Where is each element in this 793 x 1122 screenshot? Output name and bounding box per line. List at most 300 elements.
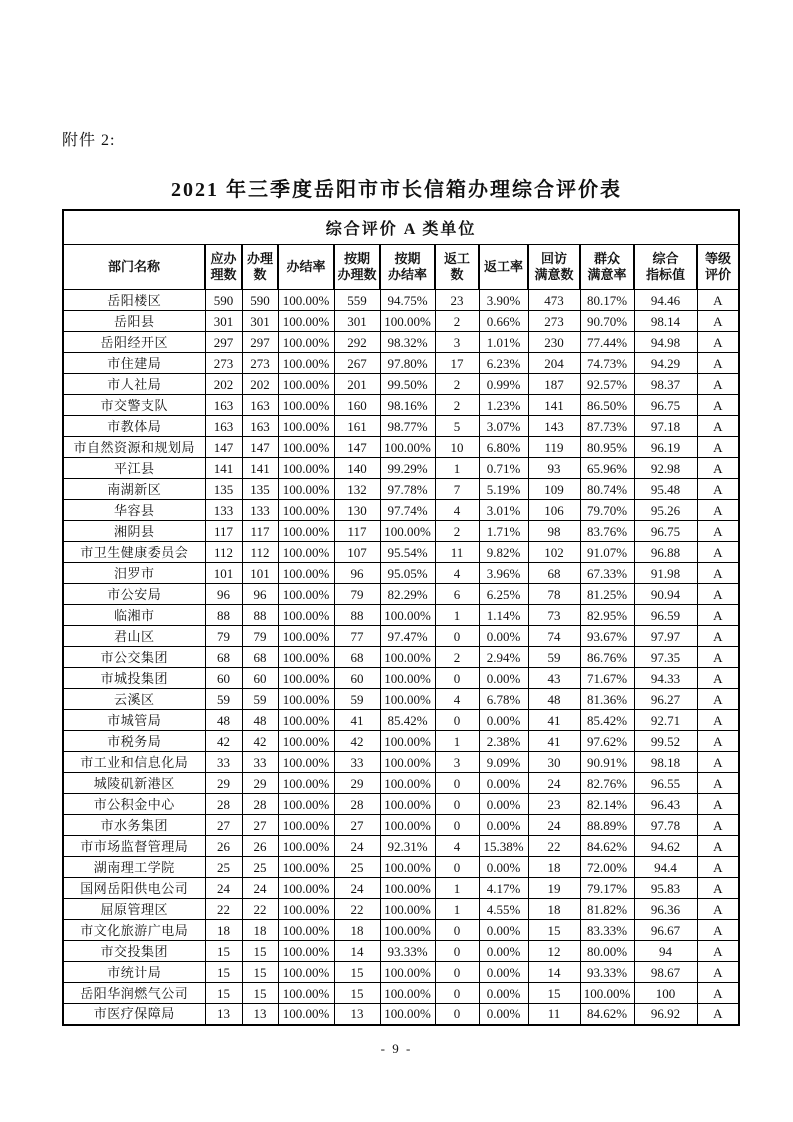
value-cell: 100.00% xyxy=(278,500,334,521)
value-cell: 15 xyxy=(205,962,242,983)
department-name-cell: 临湘市 xyxy=(63,605,205,626)
value-cell: 24 xyxy=(205,878,242,899)
table-row xyxy=(63,458,739,479)
value-cell: A xyxy=(697,416,739,437)
value-cell: 3 xyxy=(435,332,479,353)
value-cell: 1.71% xyxy=(479,521,528,542)
value-cell: 90.91% xyxy=(580,752,634,773)
table-row xyxy=(63,332,739,353)
value-cell: 1.23% xyxy=(479,395,528,416)
value-cell: 1 xyxy=(435,731,479,752)
value-cell: 6.78% xyxy=(479,689,528,710)
value-cell: 273 xyxy=(242,353,278,374)
value-cell: 15 xyxy=(205,941,242,962)
value-cell: 273 xyxy=(528,311,580,332)
value-cell: 72.00% xyxy=(580,857,634,878)
value-cell: 0 xyxy=(435,668,479,689)
value-cell: 100.00% xyxy=(380,668,435,689)
value-cell: 79 xyxy=(242,626,278,647)
value-cell: 96.75 xyxy=(634,521,697,542)
value-cell: 100.00% xyxy=(380,647,435,668)
value-cell: 0.00% xyxy=(479,794,528,815)
value-cell: A xyxy=(697,542,739,563)
value-cell: 100.00% xyxy=(278,1004,334,1025)
value-cell: 95.83 xyxy=(634,878,697,899)
value-cell: 96.67 xyxy=(634,920,697,941)
value-cell: 71.67% xyxy=(580,668,634,689)
value-cell: 18 xyxy=(205,920,242,941)
value-cell: 100.00% xyxy=(380,1004,435,1025)
value-cell: 160 xyxy=(334,395,380,416)
value-cell: 100.00% xyxy=(278,878,334,899)
value-cell: 13 xyxy=(334,1004,380,1025)
value-cell: 100.00% xyxy=(278,542,334,563)
value-cell: 90.70% xyxy=(580,311,634,332)
value-cell: 30 xyxy=(528,752,580,773)
value-cell: 7 xyxy=(435,479,479,500)
value-cell: A xyxy=(697,437,739,458)
value-cell: 15.38% xyxy=(479,836,528,857)
value-cell: A xyxy=(697,647,739,668)
value-cell: 135 xyxy=(242,479,278,500)
department-name-cell: 城陵矶新港区 xyxy=(63,773,205,794)
value-cell: 42 xyxy=(242,731,278,752)
value-cell: 301 xyxy=(334,311,380,332)
value-cell: 48 xyxy=(205,710,242,731)
value-cell: 473 xyxy=(528,290,580,311)
value-cell: A xyxy=(697,941,739,962)
value-cell: 100.00% xyxy=(278,437,334,458)
table-row xyxy=(63,752,739,773)
value-cell: 2 xyxy=(435,395,479,416)
value-cell: 100 xyxy=(634,983,697,1004)
value-cell: 204 xyxy=(528,353,580,374)
value-cell: 100.00% xyxy=(278,332,334,353)
department-name-cell: 岳阳楼区 xyxy=(63,290,205,311)
value-cell: 6.25% xyxy=(479,584,528,605)
table-row xyxy=(63,605,739,626)
value-cell: 2 xyxy=(435,374,479,395)
value-cell: 93.67% xyxy=(580,626,634,647)
value-cell: 100.00% xyxy=(278,458,334,479)
value-cell: 202 xyxy=(205,374,242,395)
value-cell: 68 xyxy=(528,563,580,584)
value-cell: 29 xyxy=(334,773,380,794)
value-cell: 100.00% xyxy=(380,311,435,332)
value-cell: A xyxy=(697,395,739,416)
value-cell: 88.89% xyxy=(580,815,634,836)
value-cell: 97.62% xyxy=(580,731,634,752)
table-row xyxy=(63,395,739,416)
value-cell: 98.14 xyxy=(634,311,697,332)
value-cell: 132 xyxy=(334,479,380,500)
value-cell: 1 xyxy=(435,458,479,479)
value-cell: 100.00% xyxy=(278,941,334,962)
page-title: 2021 年三季度岳阳市市长信箱办理综合评价表 xyxy=(171,179,622,201)
column-header: 部门名称 xyxy=(63,245,205,290)
value-cell: 15 xyxy=(334,983,380,1004)
department-name-cell: 湖南理工学院 xyxy=(63,857,205,878)
value-cell: 100.00% xyxy=(380,773,435,794)
department-name-cell: 市工业和信息化局 xyxy=(63,752,205,773)
value-cell: A xyxy=(697,605,739,626)
value-cell: 273 xyxy=(205,353,242,374)
column-header: 应办 理数 xyxy=(205,245,242,290)
value-cell: 100.00% xyxy=(278,584,334,605)
value-cell: 94 xyxy=(634,941,697,962)
value-cell: 0 xyxy=(435,1004,479,1025)
table-header-row xyxy=(63,245,739,290)
value-cell: 230 xyxy=(528,332,580,353)
value-cell: 100.00% xyxy=(380,920,435,941)
table-row xyxy=(63,710,739,731)
value-cell: A xyxy=(697,458,739,479)
table-row xyxy=(63,773,739,794)
table-row xyxy=(63,962,739,983)
value-cell: 163 xyxy=(205,395,242,416)
department-name-cell: 市文化旅游广电局 xyxy=(63,920,205,941)
value-cell: 133 xyxy=(242,500,278,521)
value-cell: 22 xyxy=(528,836,580,857)
value-cell: 11 xyxy=(435,542,479,563)
value-cell: 84.62% xyxy=(580,836,634,857)
value-cell: 97.18 xyxy=(634,416,697,437)
value-cell: 65.96% xyxy=(580,458,634,479)
value-cell: 94.98 xyxy=(634,332,697,353)
value-cell: 96.75 xyxy=(634,395,697,416)
value-cell: 2 xyxy=(435,311,479,332)
value-cell: 0.00% xyxy=(479,773,528,794)
department-name-cell: 市医疗保障局 xyxy=(63,1004,205,1025)
value-cell: 95.54% xyxy=(380,542,435,563)
value-cell: 73 xyxy=(528,605,580,626)
value-cell: 0.00% xyxy=(479,710,528,731)
value-cell: 80.95% xyxy=(580,437,634,458)
value-cell: 0.00% xyxy=(479,941,528,962)
department-name-cell: 市卫生健康委员会 xyxy=(63,542,205,563)
value-cell: 0 xyxy=(435,710,479,731)
value-cell: 92.98 xyxy=(634,458,697,479)
value-cell: 97.35 xyxy=(634,647,697,668)
value-cell: 101 xyxy=(242,563,278,584)
value-cell: 292 xyxy=(334,332,380,353)
value-cell: 60 xyxy=(242,668,278,689)
value-cell: 0.00% xyxy=(479,668,528,689)
value-cell: 5 xyxy=(435,416,479,437)
department-name-cell: 岳阳县 xyxy=(63,311,205,332)
value-cell: 106 xyxy=(528,500,580,521)
value-cell: 79 xyxy=(205,626,242,647)
value-cell: 27 xyxy=(334,815,380,836)
column-header: 按期 办理数 xyxy=(334,245,380,290)
table-row xyxy=(63,689,739,710)
table-row xyxy=(63,668,739,689)
value-cell: 81.25% xyxy=(580,584,634,605)
value-cell: 100.00% xyxy=(278,962,334,983)
value-cell: 98.67 xyxy=(634,962,697,983)
value-cell: 96.36 xyxy=(634,899,697,920)
value-cell: 74 xyxy=(528,626,580,647)
value-cell: 100.00% xyxy=(278,710,334,731)
value-cell: 100.00% xyxy=(380,731,435,752)
value-cell: 559 xyxy=(334,290,380,311)
value-cell: 301 xyxy=(205,311,242,332)
value-cell: 24 xyxy=(334,878,380,899)
value-cell: 28 xyxy=(334,794,380,815)
table-row xyxy=(63,815,739,836)
value-cell: 100.00% xyxy=(380,815,435,836)
table-row xyxy=(63,794,739,815)
value-cell: 43 xyxy=(528,668,580,689)
value-cell: 3 xyxy=(435,752,479,773)
department-name-cell: 湘阴县 xyxy=(63,521,205,542)
value-cell: A xyxy=(697,626,739,647)
column-header: 综合 指标值 xyxy=(634,245,697,290)
table-row xyxy=(63,836,739,857)
value-cell: A xyxy=(697,374,739,395)
value-cell: 0.00% xyxy=(479,815,528,836)
value-cell: 100.00% xyxy=(380,437,435,458)
value-cell: 100.00% xyxy=(380,857,435,878)
department-name-cell: 岳阳经开区 xyxy=(63,332,205,353)
value-cell: 33 xyxy=(334,752,380,773)
department-name-cell: 市交警支队 xyxy=(63,395,205,416)
table-row xyxy=(63,731,739,752)
value-cell: 94.46 xyxy=(634,290,697,311)
value-cell: 202 xyxy=(242,374,278,395)
department-name-cell: 市税务局 xyxy=(63,731,205,752)
table-row xyxy=(63,899,739,920)
value-cell: 109 xyxy=(528,479,580,500)
value-cell: 80.00% xyxy=(580,941,634,962)
value-cell: 95.05% xyxy=(380,563,435,584)
value-cell: 100.00% xyxy=(380,689,435,710)
value-cell: 2.38% xyxy=(479,731,528,752)
department-name-cell: 市公交集团 xyxy=(63,647,205,668)
value-cell: A xyxy=(697,752,739,773)
value-cell: 100.00% xyxy=(278,626,334,647)
value-cell: 83.33% xyxy=(580,920,634,941)
table-row xyxy=(63,1004,739,1025)
value-cell: 6.80% xyxy=(479,437,528,458)
value-cell: A xyxy=(697,500,739,521)
value-cell: 100.00% xyxy=(278,857,334,878)
value-cell: 100.00% xyxy=(380,605,435,626)
value-cell: A xyxy=(697,857,739,878)
value-cell: A xyxy=(697,878,739,899)
value-cell: 77 xyxy=(334,626,380,647)
value-cell: 79.17% xyxy=(580,878,634,899)
value-cell: 93.33% xyxy=(580,962,634,983)
value-cell: 98.16% xyxy=(380,395,435,416)
value-cell: 0.00% xyxy=(479,983,528,1004)
value-cell: A xyxy=(697,731,739,752)
department-name-cell: 云溪区 xyxy=(63,689,205,710)
table-caption: 综合评价 A 类单位 xyxy=(63,210,739,245)
value-cell: A xyxy=(697,353,739,374)
value-cell: 96.27 xyxy=(634,689,697,710)
value-cell: 161 xyxy=(334,416,380,437)
value-cell: 93 xyxy=(528,458,580,479)
value-cell: 96.43 xyxy=(634,794,697,815)
value-cell: 3.90% xyxy=(479,290,528,311)
table-row xyxy=(63,584,739,605)
value-cell: 28 xyxy=(242,794,278,815)
value-cell: 68 xyxy=(242,647,278,668)
value-cell: 77.44% xyxy=(580,332,634,353)
department-name-cell: 市交投集团 xyxy=(63,941,205,962)
value-cell: A xyxy=(697,836,739,857)
value-cell: 74.73% xyxy=(580,353,634,374)
department-name-cell: 岳阳华润燃气公司 xyxy=(63,983,205,1004)
value-cell: 15 xyxy=(528,920,580,941)
table-row xyxy=(63,983,739,1004)
value-cell: 0 xyxy=(435,857,479,878)
value-cell: 91.07% xyxy=(580,542,634,563)
value-cell: A xyxy=(697,689,739,710)
department-name-cell: 市统计局 xyxy=(63,962,205,983)
value-cell: 15 xyxy=(205,983,242,1004)
value-cell: 267 xyxy=(334,353,380,374)
value-cell: 99.52 xyxy=(634,731,697,752)
page-number: - 9 - xyxy=(380,1041,413,1056)
value-cell: 119 xyxy=(528,437,580,458)
value-cell: 28 xyxy=(205,794,242,815)
value-cell: 48 xyxy=(242,710,278,731)
value-cell: 301 xyxy=(242,311,278,332)
value-cell: 80.74% xyxy=(580,479,634,500)
value-cell: 100.00% xyxy=(278,731,334,752)
value-cell: 117 xyxy=(242,521,278,542)
table-row xyxy=(63,311,739,332)
value-cell: 100.00% xyxy=(278,689,334,710)
value-cell: 0 xyxy=(435,941,479,962)
value-cell: 0.66% xyxy=(479,311,528,332)
value-cell: 163 xyxy=(205,416,242,437)
value-cell: 100.00% xyxy=(278,353,334,374)
value-cell: 23 xyxy=(528,794,580,815)
department-name-cell: 市城投集团 xyxy=(63,668,205,689)
value-cell: 0.00% xyxy=(479,626,528,647)
value-cell: 297 xyxy=(205,332,242,353)
value-cell: A xyxy=(697,479,739,500)
value-cell: 97.78 xyxy=(634,815,697,836)
value-cell: 79.70% xyxy=(580,500,634,521)
value-cell: 29 xyxy=(242,773,278,794)
value-cell: 143 xyxy=(528,416,580,437)
column-header: 回访 满意数 xyxy=(528,245,580,290)
department-name-cell: 君山区 xyxy=(63,626,205,647)
value-cell: A xyxy=(697,290,739,311)
value-cell: 59 xyxy=(205,689,242,710)
value-cell: 1.01% xyxy=(479,332,528,353)
value-cell: 100.00% xyxy=(278,794,334,815)
value-cell: 87.73% xyxy=(580,416,634,437)
value-cell: 1 xyxy=(435,899,479,920)
value-cell: 33 xyxy=(205,752,242,773)
value-cell: 90.94 xyxy=(634,584,697,605)
value-cell: 100.00% xyxy=(380,794,435,815)
value-cell: 97.74% xyxy=(380,500,435,521)
department-name-cell: 南湖新区 xyxy=(63,479,205,500)
value-cell: 88 xyxy=(334,605,380,626)
value-cell: 141 xyxy=(242,458,278,479)
department-name-cell: 市自然资源和规划局 xyxy=(63,437,205,458)
value-cell: 100.00% xyxy=(278,773,334,794)
value-cell: A xyxy=(697,584,739,605)
value-cell: 2.94% xyxy=(479,647,528,668)
value-cell: 141 xyxy=(528,395,580,416)
value-cell: A xyxy=(697,794,739,815)
value-cell: 100.00% xyxy=(380,983,435,1004)
column-header: 办理 数 xyxy=(242,245,278,290)
value-cell: 3.01% xyxy=(479,500,528,521)
value-cell: 25 xyxy=(205,857,242,878)
department-name-cell: 国网岳阳供电公司 xyxy=(63,878,205,899)
value-cell: 99.29% xyxy=(380,458,435,479)
value-cell: 100.00% xyxy=(278,815,334,836)
column-header: 返工率 xyxy=(479,245,528,290)
value-cell: 163 xyxy=(242,395,278,416)
value-cell: 97.97 xyxy=(634,626,697,647)
value-cell: 0.00% xyxy=(479,1004,528,1025)
value-cell: 94.75% xyxy=(380,290,435,311)
value-cell: 135 xyxy=(205,479,242,500)
value-cell: 79 xyxy=(334,584,380,605)
department-name-cell: 市住建局 xyxy=(63,353,205,374)
value-cell: 4 xyxy=(435,500,479,521)
table-row xyxy=(63,416,739,437)
value-cell: 201 xyxy=(334,374,380,395)
value-cell: 97.80% xyxy=(380,353,435,374)
value-cell: 82.29% xyxy=(380,584,435,605)
value-cell: 590 xyxy=(242,290,278,311)
value-cell: 112 xyxy=(205,542,242,563)
value-cell: 0.00% xyxy=(479,962,528,983)
value-cell: A xyxy=(697,563,739,584)
value-cell: 96.55 xyxy=(634,773,697,794)
value-cell: 9.82% xyxy=(479,542,528,563)
value-cell: 92.57% xyxy=(580,374,634,395)
value-cell: 95.48 xyxy=(634,479,697,500)
table-row xyxy=(63,920,739,941)
value-cell: 85.42% xyxy=(580,710,634,731)
value-cell: 24 xyxy=(242,878,278,899)
value-cell: 41 xyxy=(528,710,580,731)
value-cell: 100.00% xyxy=(278,920,334,941)
value-cell: 187 xyxy=(528,374,580,395)
value-cell: 13 xyxy=(205,1004,242,1025)
table-row xyxy=(63,290,739,311)
value-cell: A xyxy=(697,710,739,731)
value-cell: 29 xyxy=(205,773,242,794)
value-cell: 100.00% xyxy=(278,752,334,773)
value-cell: 83.76% xyxy=(580,521,634,542)
value-cell: 67.33% xyxy=(580,563,634,584)
column-header: 办结率 xyxy=(278,245,334,290)
value-cell: 78 xyxy=(528,584,580,605)
table-row xyxy=(63,542,739,563)
value-cell: 59 xyxy=(334,689,380,710)
value-cell: A xyxy=(697,773,739,794)
value-cell: 13 xyxy=(242,1004,278,1025)
value-cell: 96.19 xyxy=(634,437,697,458)
table-row xyxy=(63,626,739,647)
value-cell: 14 xyxy=(528,962,580,983)
value-cell: 0.71% xyxy=(479,458,528,479)
value-cell: 100.00% xyxy=(278,374,334,395)
value-cell: 41 xyxy=(528,731,580,752)
